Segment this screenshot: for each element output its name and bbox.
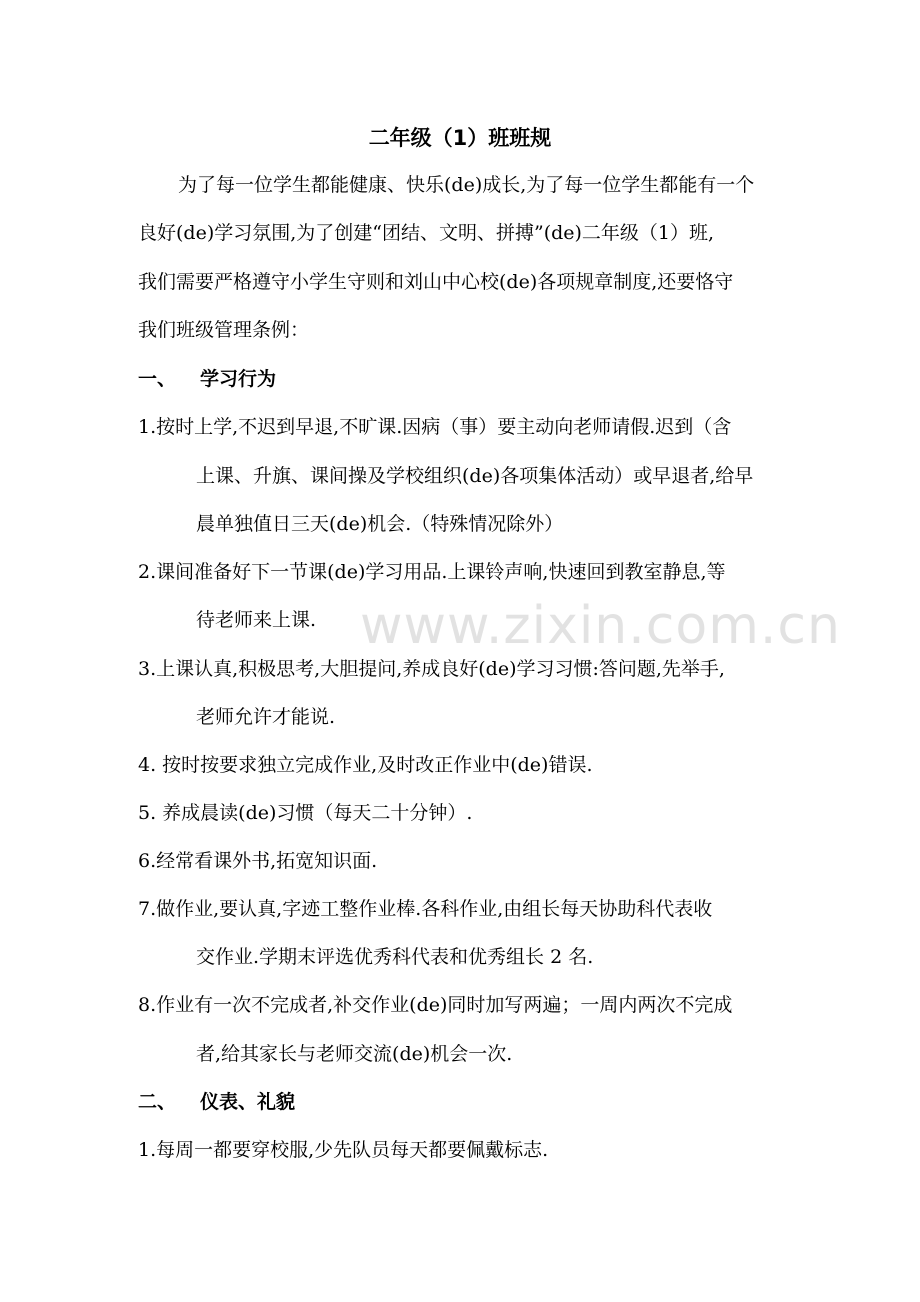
rule-line: 者,给其家长与老师交流(de)机会一次. [196, 1043, 513, 1065]
section-number: 二、 [138, 1091, 177, 1113]
section-heading [138, 364, 276, 394]
section-number: 一、 [138, 368, 177, 390]
document-title: 二年级（1）班班规 [368, 126, 552, 150]
rule-line: 交作业.学期末评选优秀科代表和优秀组长 2 名. [196, 946, 594, 968]
rule-line: 老师允许才能说. [196, 706, 336, 728]
rule-line: 8.作业有一次不完成者,补交作业(de)同时加写两遍；一周内两次不完成 [138, 994, 733, 1016]
section-title: 学习行为 [200, 368, 277, 390]
intro-line: 我们需要严格遵守小学生守则和刘山中心校(de)各项规章制度,还要恪守 [138, 271, 734, 293]
rule-line: 晨单独值日三天(de)机会.（特殊情况除外） [196, 513, 564, 535]
rule-line: 2.课间准备好下一节课(de)学习用品.上课铃声响,快速回到教室静息,等 [138, 561, 726, 583]
rule-line: 1.每周一都要穿校服,少先队员每天都要佩戴标志. [138, 1139, 549, 1161]
section-heading [138, 1087, 295, 1117]
intro-line: 为了每一位学生都能健康、快乐(de)成长,为了每一位学生都能有一个 [178, 174, 755, 196]
intro-line: 良好(de)学习氛围,为了创建“团结、文明、拼搏”(de)二年级（1）班, [138, 222, 715, 244]
watermark: www.zixin.com.cn [360, 596, 841, 656]
rule-line: 1.按时上学,不迟到早退,不旷课.因病（事）要主动向老师请假.迟到（含 [138, 416, 732, 438]
rule-line: 3.上课认真,积极思考,大胆提问,养成良好(de)学习习惯:答问题,先举手, [138, 658, 725, 680]
rule-line: 上课、升旗、课间操及学校组织(de)各项集体活动）或早退者,给早 [196, 465, 754, 487]
rule-line: 6.经常看课外书,拓宽知识面. [138, 850, 378, 872]
rule-line: 4. 按时按要求独立完成作业,及时改正作业中(de)错误. [138, 754, 593, 776]
rule-line: 待老师来上课. [196, 609, 317, 631]
section-title: 仪表、礼貌 [200, 1091, 296, 1113]
rule-line: 5. 养成晨读(de)习惯（每天二十分钟）. [138, 802, 473, 824]
rule-line: 7.做作业,要认真,字迹工整作业棒.各科作业,由组长每天协助科代表收 [138, 898, 713, 920]
intro-line: 我们班级管理条例： [138, 319, 310, 341]
